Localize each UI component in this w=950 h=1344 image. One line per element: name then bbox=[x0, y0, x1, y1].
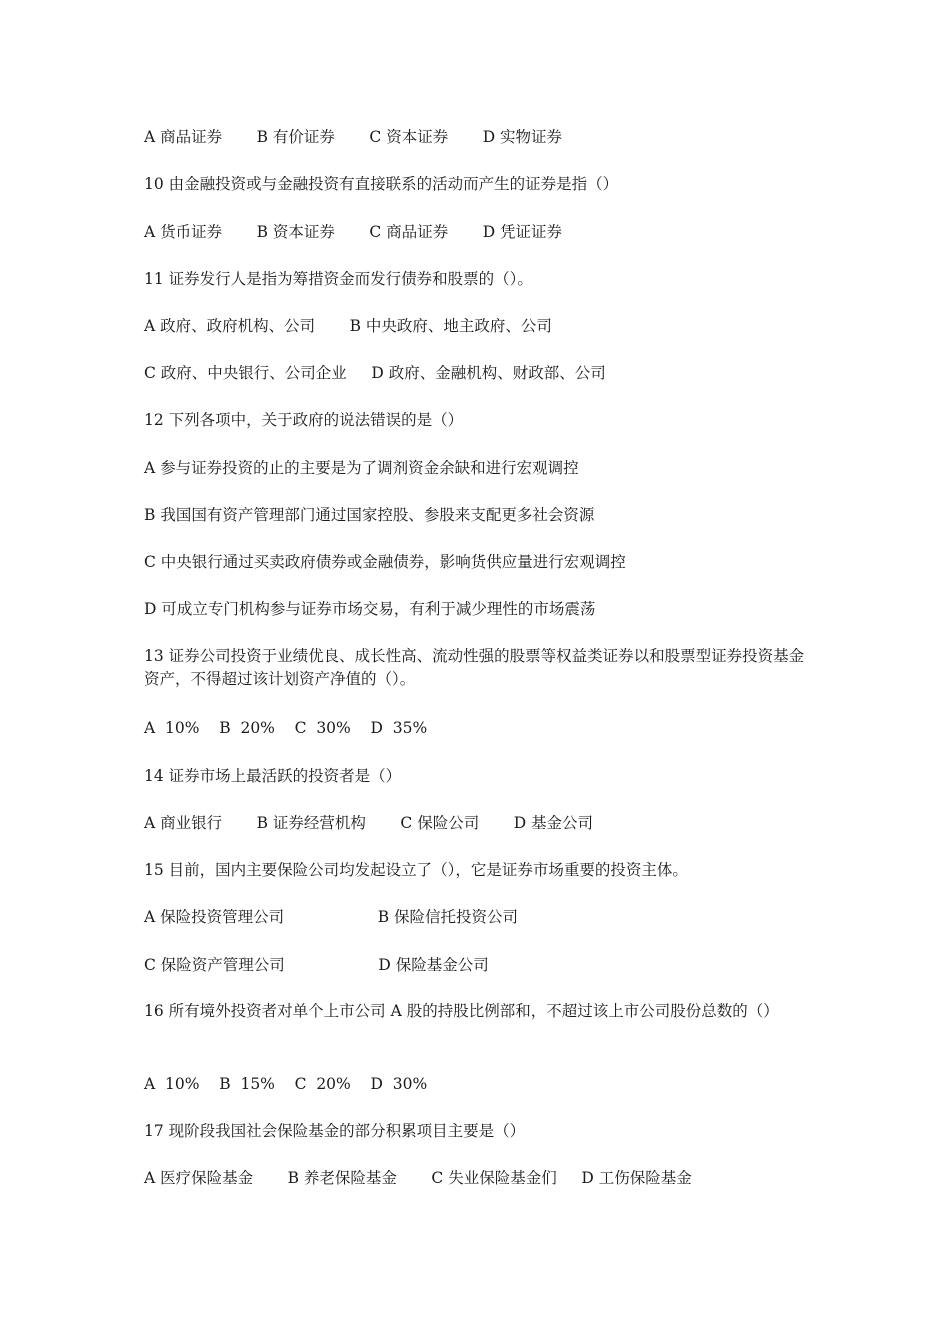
q12-option-d: D 可成立专门机构参与证券市场交易，有利于减少理性的市场震荡 bbox=[144, 600, 596, 618]
q16-options: A 10% B 15% C 20% D 30% bbox=[144, 1075, 428, 1093]
q13-question: 13 证券公司投资于业绩优良、成长性高、流动性强的股票等权益类证券以和股票型证券投资基金资产，不得超过该计划资产净值的（）。 bbox=[144, 647, 805, 688]
q10-options: A 货币证券 B 资本证券 C 商品证券 D 凭证证券 bbox=[144, 223, 563, 241]
q11-question: 11 证券发行人是指为筹措资金而发行债券和股票的（）。 bbox=[144, 270, 533, 288]
q12-option-b: B 我国国有资产管理部门通过国家控股、参股来支配更多社会资源 bbox=[144, 506, 595, 524]
q10-question: 10 由金融投资或与金融投资有直接联系的活动而产生的证券是指（） bbox=[144, 175, 619, 193]
q15-options-ab: A 保险投资管理公司 B 保险信托投资公司 bbox=[144, 908, 519, 926]
q14-question: 14 证券市场上最活跃的投资者是（） bbox=[144, 767, 402, 785]
q9-options: A 商品证券 B 有价证券 C 资本证券 D 实物证券 bbox=[144, 128, 563, 146]
q12-option-a: A 参与证券投资的止的主要是为了调剂资金余缺和进行宏观调控 bbox=[144, 459, 579, 477]
q14-options: A 商业银行 B 证券经营机构 C 保险公司 D 基金公司 bbox=[144, 814, 594, 832]
q13-options: A 10% B 20% C 30% D 35% bbox=[144, 719, 428, 737]
q15-options-cd: C 保险资产管理公司 D 保险基金公司 bbox=[144, 956, 489, 974]
q17-options: A 医疗保险基金 B 养老保险基金 C 失业保险基金们 D 工伤保险基金 bbox=[144, 1169, 692, 1187]
q11-options-ab: A 政府、政府机构、公司 B 中央政府、地主政府、公司 bbox=[144, 317, 552, 335]
q16-question: 16 所有境外投资者对单个上市公司 A 股的持股比例部和，不超过该上市公司股份总数的（） bbox=[144, 1002, 779, 1020]
q15-question: 15 目前，国内主要保险公司均发起设立了（），它是证券市场重要的投资主体。 bbox=[144, 861, 688, 879]
q17-question: 17 现阶段我国社会保险基金的部分积累项目主要是（） bbox=[144, 1122, 526, 1140]
q12-question: 12 下列各项中，关于政府的说法错误的是（） bbox=[144, 411, 464, 429]
q12-option-c: C 中央银行通过买卖政府债券或金融债券，影响货供应量进行宏观调控 bbox=[144, 553, 626, 571]
q11-options-cd: C 政府、中央银行、公司企业 D 政府、金融机构、财政部、公司 bbox=[144, 364, 606, 382]
